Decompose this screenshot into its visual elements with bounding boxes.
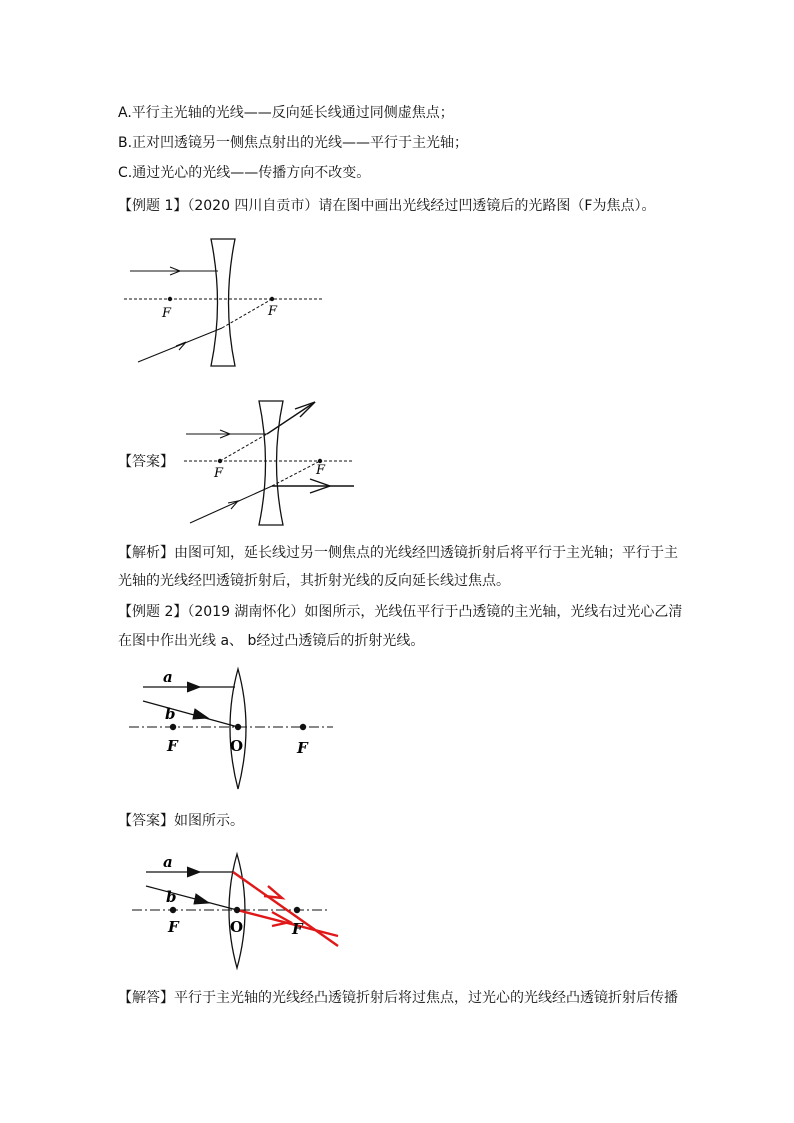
ray-b-label: b [165, 705, 176, 723]
focus-label-left: F [214, 466, 224, 481]
convex-lens-answer-figure [130, 850, 340, 972]
rule-c: C.通过光心的光线——传播方向不改变。 [118, 165, 371, 181]
oblique-ray [138, 328, 222, 362]
example2-question-line2: 在图中作出光线 a、 b经过凸透镜后的折射光线。 [118, 633, 425, 649]
focus-label-right: F [297, 739, 308, 757]
concave-lens [259, 401, 283, 525]
optical-center-label: O [230, 918, 244, 936]
focus-label-left: F [162, 306, 172, 321]
example1-question: 【例题 1】（2020 四川自贡市）请在图中画出光线经过凹透镜后的光路图（F为焦点）。 [118, 198, 656, 214]
example1-answer-label: 【答案】 [118, 454, 174, 470]
example2-question-line1: 【例题 2】（2019 湖南怀化）如图所示，光线伍平行于凸透镜的主光轴，光线右过光心乙清 [118, 604, 683, 620]
oblique-ray [190, 486, 272, 523]
focus-point-left [218, 459, 222, 463]
rule-a: A.平行主光轴的光线——反向延长线通过同侧虚焦点； [118, 105, 454, 121]
focus-point-left [168, 297, 172, 301]
focus-label-left: F [167, 737, 178, 755]
concave-lens-question-figure [120, 236, 330, 372]
focus-point-left [170, 724, 176, 730]
example1-analysis-line1: 【解析】由图可知，延长线过另一侧焦点的光线经凹透镜折射后将平行于主光轴；平行于主 [118, 545, 678, 561]
concave-lens [211, 239, 235, 366]
optical-center-point [235, 724, 241, 730]
ray-b [143, 701, 238, 727]
focus-point-left [170, 907, 176, 913]
ray-a-label: a [163, 853, 173, 871]
focus-point-right [270, 297, 274, 301]
back-extension [220, 434, 267, 461]
optical-center-point [234, 907, 240, 913]
refracted-ray-a [233, 872, 338, 946]
focus-point-right [300, 724, 306, 730]
convex-lens-question-figure [125, 665, 335, 795]
example2-answer-text: 【答案】如图所示。 [118, 813, 244, 829]
focus-label-left: F [168, 918, 179, 936]
ray-b [146, 886, 237, 910]
focus-label-right: F [268, 304, 278, 319]
refracted-ray-diverging [267, 402, 315, 434]
focus-point-right [294, 907, 300, 913]
concave-lens-answer-figure [182, 397, 360, 529]
focus-label-right: F [316, 463, 326, 478]
ray-b-label: b [166, 888, 177, 906]
optical-center-label: O [230, 737, 244, 755]
example1-analysis-line2: 光轴的光线经凹透镜折射后，其折射光线的反向延长线过焦点。 [118, 573, 510, 589]
ray-a-label: a [163, 668, 173, 686]
focus-label-right: F [292, 920, 303, 938]
example2-solution: 【解答】平行于主光轴的光线经凸透镜折射后将过焦点，过光心的光线经凸透镜折射后传播 [118, 990, 678, 1006]
rule-b: B.正对凹透镜另一侧焦点射出的光线——平行于主光轴； [118, 135, 469, 151]
